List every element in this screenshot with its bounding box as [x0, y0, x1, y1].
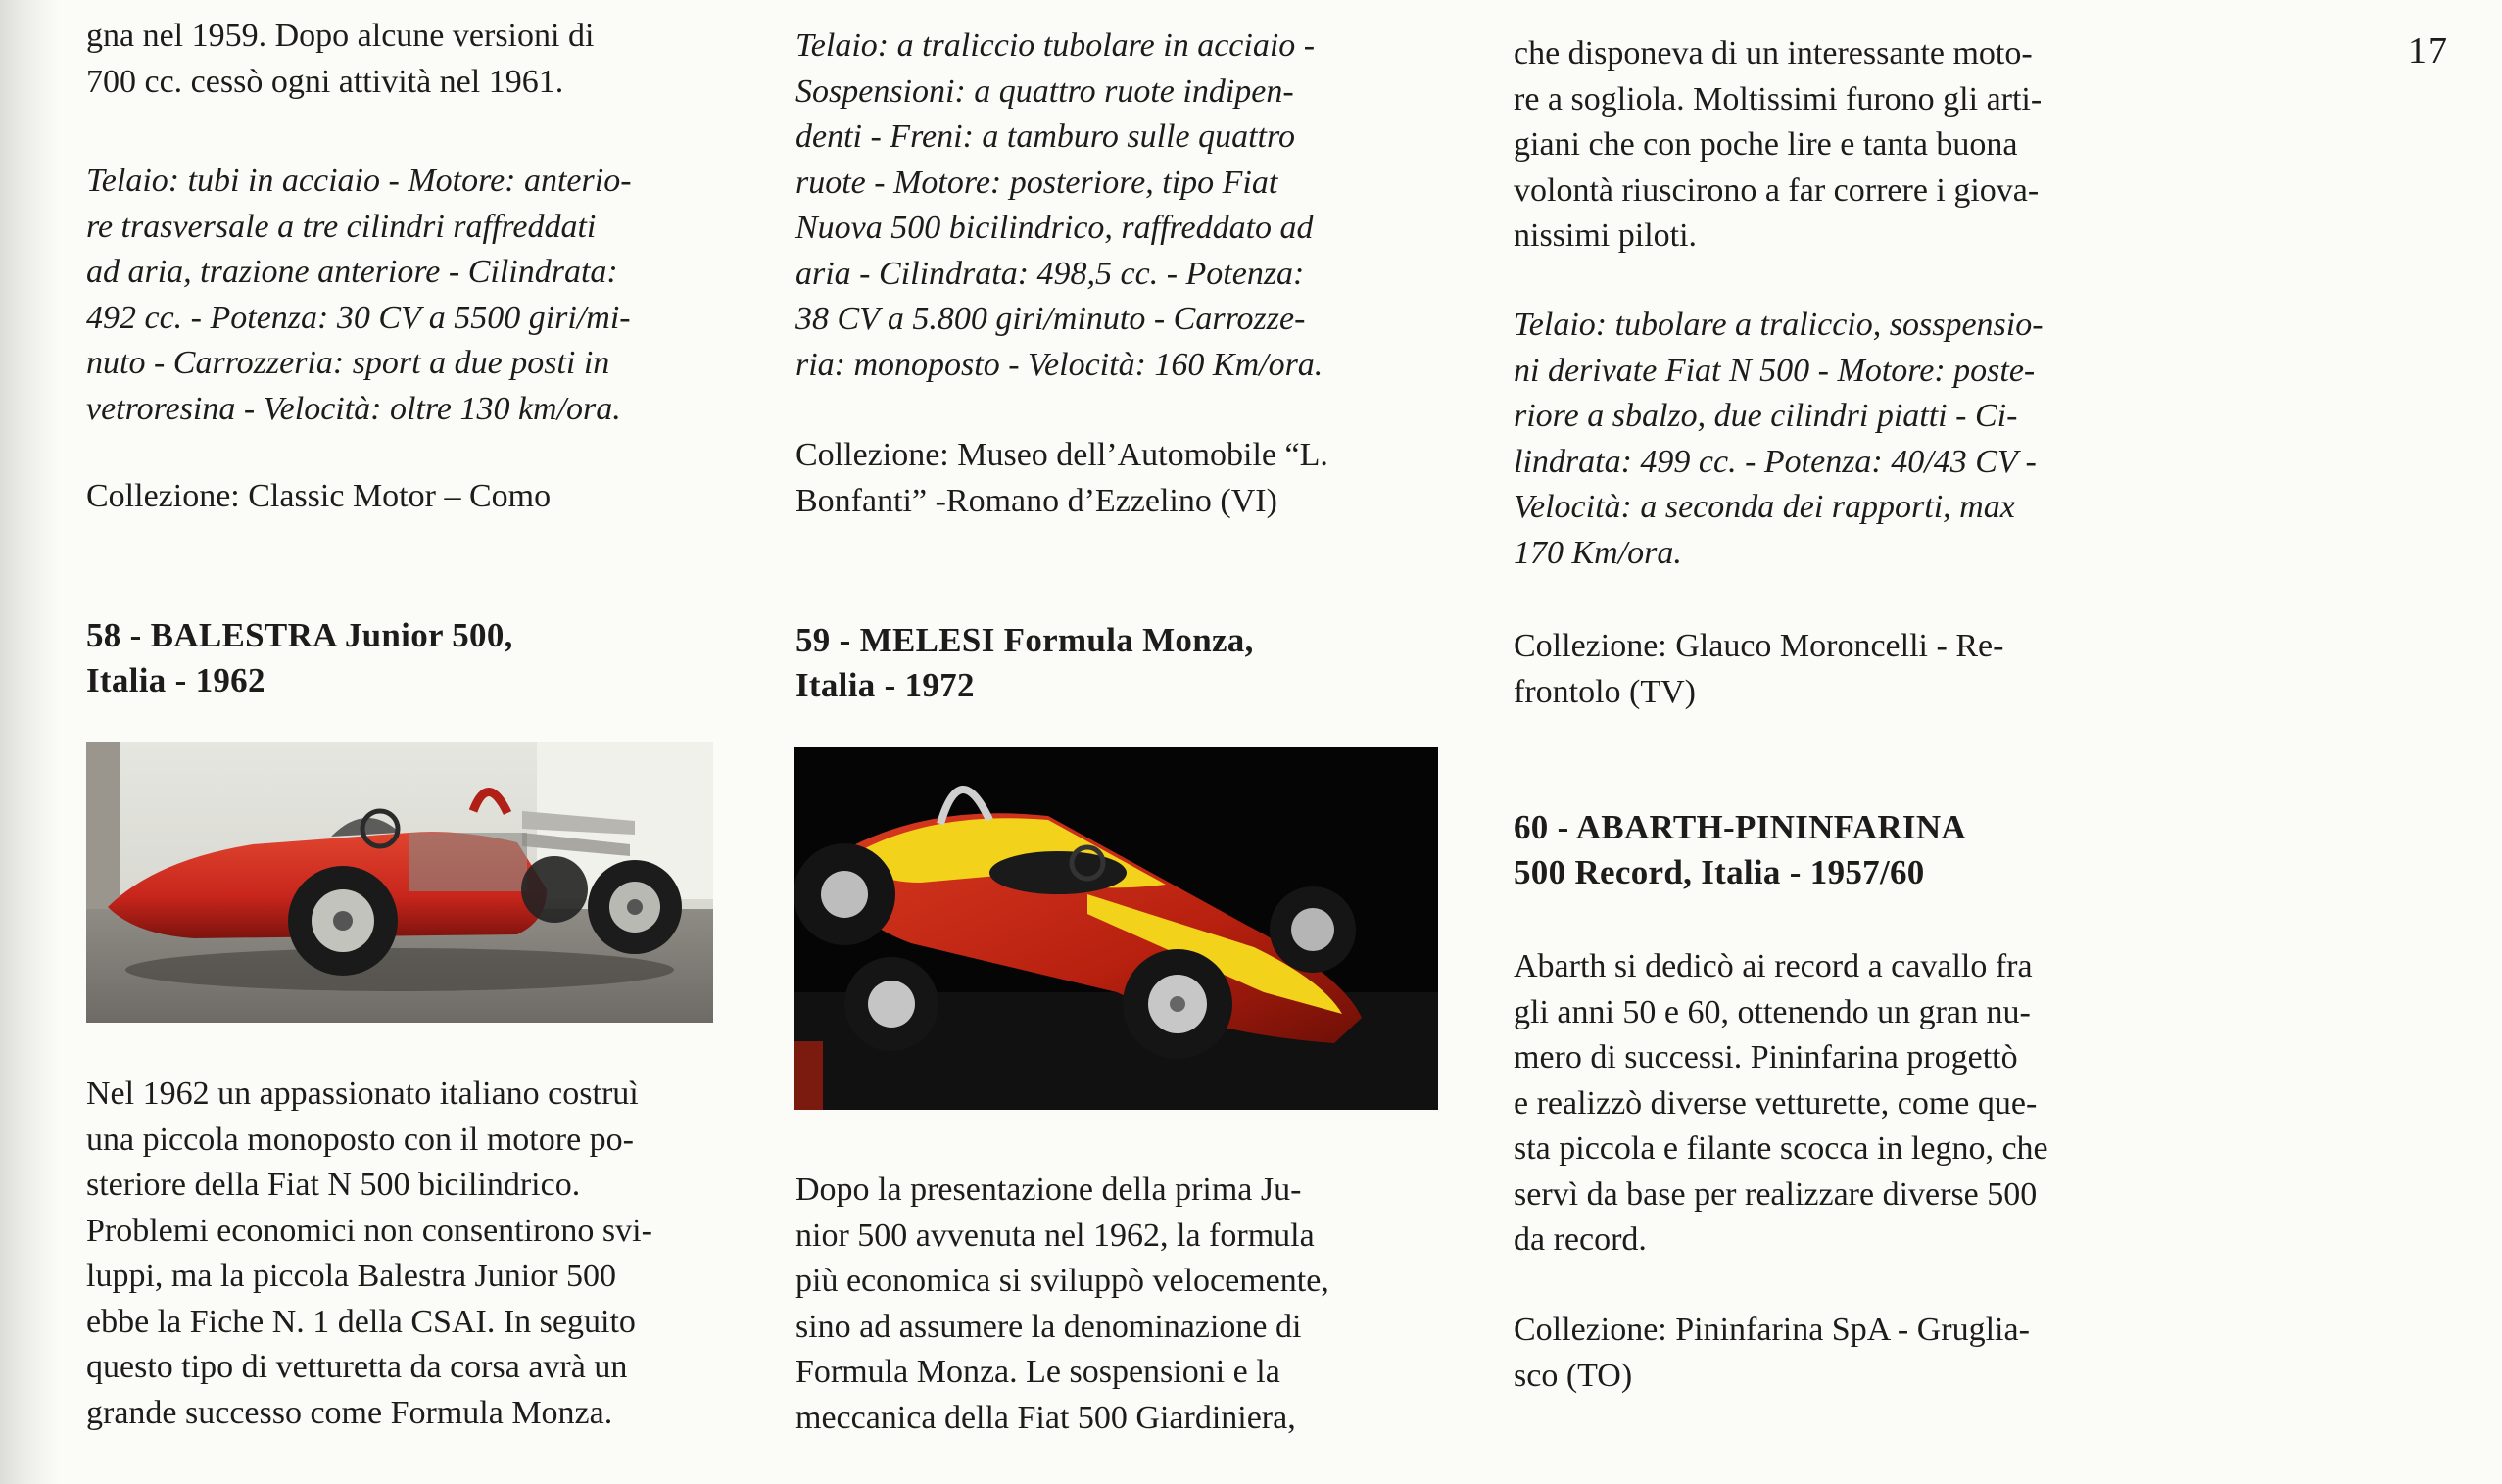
entry-59-description: Dopo la presentazione della prima Ju- nior 500 avvenuta nel 1962, la formula più economica si sviluppò velocemente, sino ad assumere la denominazione di Formula Monza. Le sospensioni e la meccanica della Fiat 500 Giardiniera, — [795, 1172, 1329, 1436]
column2-specs: Telaio: a traliccio tubolare in acciaio - Sospensioni: a quattro ruote indipen- denti - Freni: a tamburo sulle quattro ruote - Motore: posteriore, tipo Fiat Nuova 500 bicilindrico, raffreddato ad aria - Cilindrata: 498,5 cc. - Potenza: 38 CV a 5.800 giri/minuto - Carrozze- ria: monoposto - Velocità: 160 Km/ora. — [795, 27, 1323, 383]
entry-59-title: 59 - MELESI Formula Monza, Italia - 1972 — [795, 621, 1254, 704]
entry-60-description: Abarth si dedicò ai record a cavallo fra gli anni 50 e 60, ottenendo un gran nu- mero di successi. Pininfarina progettò e realizzò diverse vetturette, come que- sta piccola e filante scocca in legno, che servì da base per realizzare diverse 500 da record. — [1514, 948, 2048, 1258]
entry-59-photo — [794, 747, 1438, 1110]
column2-collection: Collezione: Museo dell’Automobile “L. Bonfanti” -Romano d’Ezzelino (VI) — [795, 437, 1328, 519]
column3-specs: Telaio: tubolare a traliccio, sosspensio- ni derivate Fiat N 500 - Motore: poste- riore a sbalzo, due cilindri piatti - Ci- lindrata: 499 cc. - Potenza: 40/43 CV - Velocità: a seconda dei rapporti, max 170 Km/ora. — [1514, 307, 2044, 571]
column1-specs: Telaio: tubi in acciaio - Motore: anterio- re trasversale a tre cilindri raffreddati ad aria, trazione anteriore - Cilindrata: 492 cc. - Potenza: 30 CV a 5500 giri/mi- nuto - Carrozzeria: sport a due posti in vetroresina - Velocità: oltre 130 km/ora. — [86, 163, 632, 427]
page-number: 17 — [2408, 30, 2449, 72]
entry-60-title: 60 - ABARTH-PININFARINA 500 Record, Italia - 1957/60 — [1514, 808, 1966, 891]
column3-intro-text: che disponeva di un interessante moto- re a sogliola. Moltissimi furono gli arti- giani che con poche lire e tanta buona volontà riuscirono a far correre i giova- nissimi piloti. — [1514, 35, 2043, 254]
entry-58-title: 58 - BALESTRA Junior 500, Italia - 1962 — [86, 616, 513, 699]
entry-58-photo — [86, 742, 713, 1023]
book-spine-shadow — [0, 0, 59, 1484]
column3-collection: Collezione: Glauco Moroncelli - Re- frontolo (TV) — [1514, 628, 2004, 710]
entry-58-description: Nel 1962 un appassionato italiano costruì una piccola monoposto con il motore po- steriore della Fiat N 500 bicilindrico. Problemi economici non consentirono svi- luppi, ma la piccola Balestra Junior 500 ebbe la Fiche N. 1 della CSAI. In seguito questo tipo di vetturetta da corsa avrà un grande successo come Formula Monza. — [86, 1076, 652, 1431]
column1-collection: Collezione: Classic Motor – Como — [86, 478, 552, 514]
entry-60-collection: Collezione: Pininfarina SpA - Gruglia- sco (TO) — [1514, 1312, 2030, 1394]
column1-intro-text: gna nel 1959. Dopo alcune versioni di 700 cc. cessò ogni attività nel 1961. — [86, 18, 595, 100]
